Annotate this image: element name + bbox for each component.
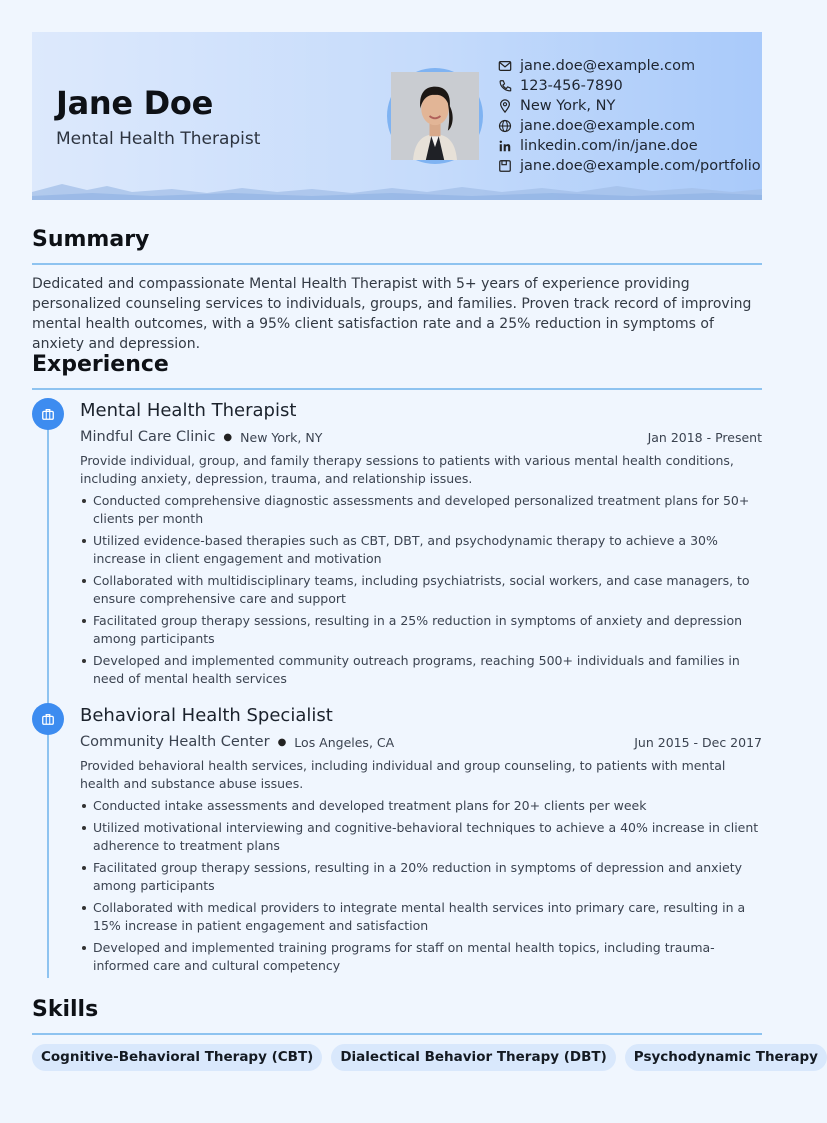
- mail-icon: [498, 59, 512, 73]
- job-1-marker: [32, 398, 64, 430]
- location-pin-icon: [498, 99, 512, 113]
- job-title: Mental Health Therapist: [80, 400, 297, 421]
- contact-website-text: jane.doe@example.com: [520, 118, 696, 134]
- list-item: Conducted intake assessments and developed treatment plans for 20+ clients per week: [80, 797, 762, 815]
- experience-heading: Experience: [32, 352, 169, 377]
- contact-linkedin[interactable]: [498, 136, 761, 156]
- job-description: Provide individual, group, and family therapy sessions to patients with various mental health conditions, including anxiety, depression, trauma, and relationship issues.: [80, 453, 734, 486]
- job-meta: [80, 729, 762, 755]
- experience-timeline: [47, 414, 49, 978]
- contact-list: [498, 56, 761, 176]
- skills-heading: Skills: [32, 997, 99, 1022]
- contact-location-text: New York, NY: [520, 98, 616, 114]
- skills-divider: [32, 1033, 762, 1035]
- profile-photo-illustration: [391, 72, 479, 160]
- job-company: Community Health Center: [80, 734, 270, 750]
- summary-text: Dedicated and compassionate Mental Health Therapist with 5+ years of experience providing personalized counseling services to individuals, groups, and families. Proven track record of improving mental health outcomes, with a 95% client satisfaction rate and a 25% reduction in symptoms of anxiety and depression.: [32, 276, 752, 352]
- portfolio-icon: [498, 159, 512, 173]
- experience-divider: [32, 388, 762, 390]
- list-item: Utilized motivational interviewing and cognitive-behavioral techniques to achieve a 40% increase in client adherence to treatment plans: [80, 819, 762, 855]
- list-item: Facilitated group therapy sessions, resulting in a 20% reduction in symptoms of depression and anxiety among participants: [80, 859, 762, 895]
- list-item: Developed and implemented training programs for staff on mental health topics, including trauma-informed care and cultural competency: [80, 939, 762, 975]
- skill-tag: Psychodynamic Therapy: [625, 1044, 827, 1071]
- skill-tag: Cognitive-Behavioral Therapy (CBT): [32, 1044, 322, 1071]
- separator-dot: ●: [277, 736, 287, 748]
- contact-phone[interactable]: [498, 76, 761, 96]
- contact-email-text: jane.doe@example.com: [520, 58, 696, 74]
- briefcase-icon: [41, 407, 55, 421]
- list-item: Facilitated group therapy sessions, resulting in a 25% reduction in symptoms of anxiety and depression among participants: [80, 612, 762, 648]
- briefcase-icon: [41, 712, 55, 726]
- job-meta: [80, 424, 762, 450]
- job-entry-1: [80, 398, 762, 692]
- contact-location: [498, 96, 761, 116]
- contact-phone-text: 123-456-7890: [520, 78, 623, 94]
- job-location: New York, NY: [240, 429, 323, 445]
- job-dates: Jun 2015 - Dec 2017: [634, 734, 762, 750]
- job-dates: Jan 2018 - Present: [647, 429, 762, 445]
- job-2-marker: [32, 703, 64, 735]
- list-item: Developed and implemented community outreach programs, reaching 500+ individuals and families in need of mental health services: [80, 652, 762, 688]
- job-bullets: [80, 492, 762, 688]
- linkedin-icon: [498, 139, 512, 153]
- job-location: Los Angeles, CA: [294, 734, 395, 750]
- job-title: Behavioral Health Specialist: [80, 705, 333, 726]
- contact-linkedin-text: linkedin.com/in/jane.doe: [520, 138, 698, 154]
- list-item: Utilized evidence-based therapies such as CBT, DBT, and psychodynamic therapy to achieve a 30% increase in client engagement and motivation: [80, 532, 762, 568]
- job-description: Provided behavioral health services, including individual and group counseling, to patients with mental health and substance abuse issues.: [80, 758, 726, 791]
- separator-dot: ●: [223, 431, 233, 443]
- summary-heading: Summary: [32, 227, 150, 252]
- profile-photo: [387, 68, 483, 164]
- contact-portfolio-text: jane.doe@example.com/portfolio: [520, 158, 761, 174]
- skills-list: [32, 1044, 827, 1071]
- list-item: Collaborated with medical providers to integrate mental health services into primary care, resulting in a 15% increase in patient engagement and satisfaction: [80, 899, 762, 935]
- job-bullets: [80, 797, 762, 975]
- list-item: Conducted comprehensive diagnostic assessments and developed personalized treatment plans for 50+ clients per month: [80, 492, 762, 528]
- resume-header: [32, 32, 762, 200]
- header-mountain-decoration: [32, 180, 762, 200]
- candidate-title: Mental Health Therapist: [56, 129, 261, 149]
- list-item: Collaborated with multidisciplinary teams, including psychiatrists, social workers, and case managers, to ensure comprehensive care and support: [80, 572, 762, 608]
- contact-portfolio[interactable]: [498, 156, 761, 176]
- contact-website[interactable]: [498, 116, 761, 136]
- summary-divider: [32, 263, 762, 265]
- candidate-name: Jane Doe: [56, 84, 213, 122]
- job-company: Mindful Care Clinic: [80, 429, 216, 445]
- globe-icon: [498, 119, 512, 133]
- skill-tag: Dialectical Behavior Therapy (DBT): [331, 1044, 615, 1071]
- job-entry-2: [80, 703, 762, 979]
- phone-icon: [498, 79, 512, 93]
- contact-email[interactable]: [498, 56, 761, 76]
